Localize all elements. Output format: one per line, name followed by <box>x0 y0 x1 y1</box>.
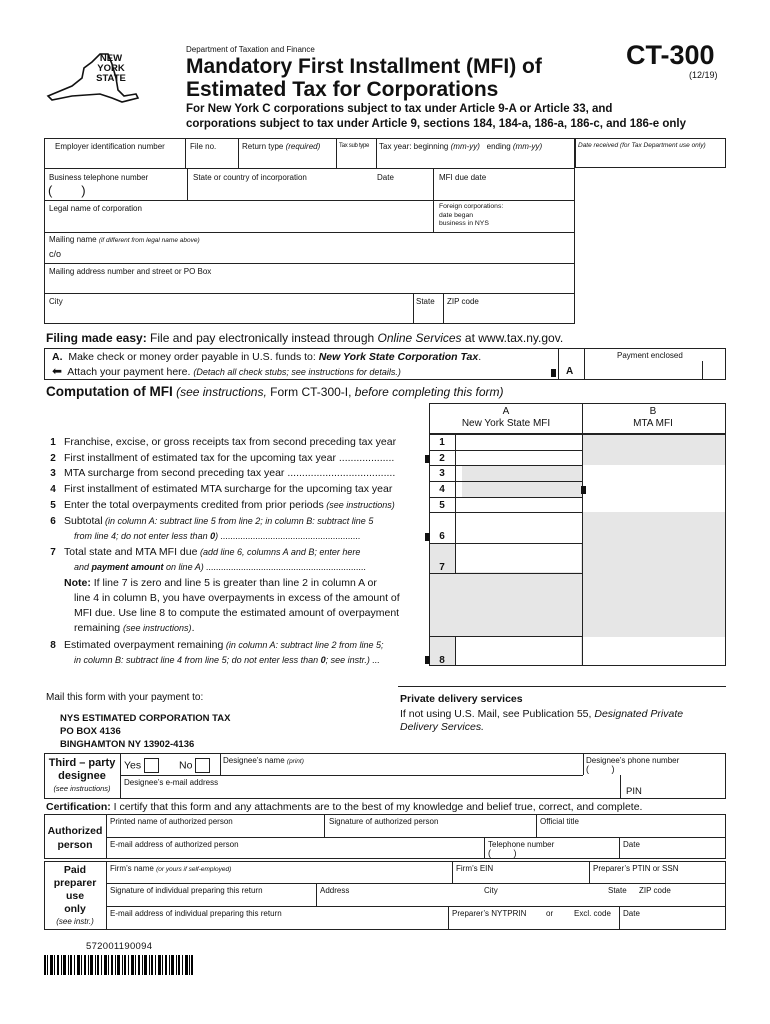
designee-phone-label: Designee’s phone number <box>586 756 680 765</box>
barcode <box>44 955 194 975</box>
mailing-name-field[interactable] <box>64 246 573 262</box>
form-number: CT-300 <box>626 40 715 70</box>
auth-signature-label: Signature of authorized person <box>329 817 439 826</box>
designee-name-label: Designee’s name (print) <box>223 756 304 765</box>
preparer-nytprin-field[interactable] <box>450 918 542 929</box>
return-type-label: Return type (required) <box>242 142 321 151</box>
ein-label: Employer identification number <box>55 142 165 151</box>
line-5-column-b-input[interactable] <box>583 498 725 511</box>
line-1-box-number: 1 <box>439 437 445 448</box>
auth-date-label: Date <box>623 840 640 849</box>
foreign-corp-date-field[interactable] <box>500 202 573 231</box>
preparer-date-label: Date <box>623 909 640 918</box>
line-1-column-a-input[interactable] <box>457 435 581 449</box>
zip-field[interactable] <box>445 307 573 323</box>
private-delivery-title: Private delivery services <box>400 693 523 705</box>
nys-logo <box>42 48 142 106</box>
column-b-header <box>597 406 709 430</box>
payment-enclosed-label: Payment enclosed <box>617 351 683 360</box>
file-no-label: File no. <box>190 142 217 151</box>
barcode-icon <box>44 955 194 975</box>
co-label: c/o <box>49 249 62 259</box>
designee-yes-option[interactable]: Yes <box>124 758 159 773</box>
third-party-title: Third – party designee <box>48 757 116 782</box>
line-7-box-number: 7 <box>439 562 445 573</box>
preparer-ptin-label: Preparer’s PTIN or SSN <box>593 864 679 873</box>
nys-logo-text: NEW YORK STATE <box>96 53 126 84</box>
state-field[interactable] <box>414 307 442 323</box>
preparer-ptin-field[interactable] <box>591 873 724 882</box>
line-3-column-b-input[interactable] <box>583 466 725 480</box>
designee-no-option[interactable]: No <box>179 758 210 773</box>
form-title-line1: Mandatory First Installment (MFI) of <box>186 55 542 78</box>
line-4-box-number: 4 <box>439 484 445 495</box>
line-6-column-a-input[interactable] <box>457 513 581 542</box>
preparer-or-label: or <box>546 909 554 918</box>
private-delivery-text: If not using U.S. Mail, see Publication 55, Designated Private <box>400 708 684 720</box>
legal-name-field[interactable] <box>45 214 431 231</box>
yes-checkbox[interactable] <box>144 758 159 773</box>
auth-printed-name-field[interactable] <box>108 826 322 836</box>
preparer-city-label: City <box>484 886 498 895</box>
line-2-column-a-input[interactable] <box>457 451 581 464</box>
auth-telephone-field[interactable]: ( ) <box>488 848 517 858</box>
return-type-field[interactable] <box>239 152 335 167</box>
paid-preparer-note: (see instr.) <box>56 917 94 926</box>
line-8-text-cont: in column B: subtract line 4 from line 5; do not enter less than 0; see instr.) ... <box>74 655 380 665</box>
column-a-name: New York State MFI <box>461 418 551 429</box>
line-5-box-number: 5 <box>439 500 445 511</box>
line-6-box-number: 6 <box>439 531 445 542</box>
authorized-person-title: Authorized person <box>47 825 103 851</box>
date-received-label: Date received (for Tax Department use only) <box>578 142 706 149</box>
line-7-column-a-input[interactable] <box>457 544 581 572</box>
business-phone-label: Business telephone number <box>49 173 149 182</box>
city-label: City <box>49 297 63 306</box>
third-party-note: (see instructions) <box>53 784 111 793</box>
file-no-field[interactable] <box>186 152 237 167</box>
state-label: State <box>416 297 435 306</box>
mfi-due-date-field[interactable] <box>434 183 574 199</box>
computation-title: Computation of MFI (see instructions, Form CT-300-I, before completing this form) <box>46 384 504 399</box>
mail-address-line3: BINGHAMTON NY 13902-4136 <box>60 739 195 750</box>
auth-signature-field[interactable] <box>326 826 534 836</box>
date-label: Date <box>377 173 394 182</box>
designee-phone-field[interactable]: ( ) <box>586 764 615 774</box>
auth-email-label: E-mail address of authorized person <box>110 840 239 849</box>
line-1-column-b-shaded <box>583 435 725 449</box>
line-a-text: A. Make check or money order payable in U.S. funds to: New York State Corporation Tax. <box>52 351 482 363</box>
no-checkbox[interactable] <box>195 758 210 773</box>
column-a-letter: A <box>502 406 510 417</box>
auth-telephone-label: Telephone number <box>488 840 555 849</box>
note-line-2: line 4 in column B, you have overpayments in excess of the amount of <box>74 592 400 604</box>
mailing-name-label: Mailing name (if different from legal name above) <box>49 235 200 244</box>
incorporation-date-field[interactable] <box>370 183 432 199</box>
note-line-3: MFI due. Use line 8 to compute the estimated amount of overpayment <box>74 607 400 619</box>
pin-label: PIN <box>626 786 642 797</box>
auth-official-title-label: Official title <box>540 817 579 826</box>
firm-ein-field[interactable] <box>454 873 587 882</box>
line-3-box-number: 3 <box>439 468 445 479</box>
preparer-nytprin-label: Preparer’s NYTPRIN <box>452 909 527 918</box>
line-2-text: First installment of estimated tax for the upcoming tax year ................... <box>64 452 395 464</box>
mailing-address-label: Mailing address number and street or PO Box <box>49 267 212 276</box>
tax-sub-type-label: Tax sub type <box>339 143 370 149</box>
column-b-name: MTA MFI <box>633 418 673 429</box>
preparer-state-label: State <box>608 886 627 895</box>
form-title-line2: Estimated Tax for Corporations <box>186 78 499 101</box>
mfi-due-date-label: MFI due date <box>439 173 487 182</box>
filing-made-easy: Filing made easy: File and pay electronically instead through Online Services at www.tax.ny.gov. <box>46 331 564 345</box>
subtitle-line1: For New York C corporations subject to tax under Article 9-A or Article 33, and <box>186 103 613 115</box>
state-incorporation-field[interactable] <box>188 183 368 199</box>
preparer-email-field[interactable] <box>108 918 446 929</box>
line-2-number: 2 <box>50 453 56 464</box>
preparer-excl-code-field[interactable] <box>572 918 617 929</box>
preparer-signature-field[interactable] <box>108 895 314 905</box>
line-8-column-a-input[interactable] <box>457 638 581 665</box>
line-7-number: 7 <box>50 547 56 558</box>
preparer-date-field[interactable] <box>621 918 724 929</box>
tax-year-label: Tax year: beginning (mm-yy) ending (mm-yy) <box>379 142 543 151</box>
line-8-box-number: 8 <box>439 655 445 666</box>
subtitle-line2: corporations subject to tax under Article 9, sections 184, 184-a, 186-a, 186-c, and 186-e only <box>186 118 687 130</box>
tax-year-begin-field[interactable] <box>380 152 475 167</box>
arrow-left-icon: ⬅ <box>52 364 63 378</box>
ein-field[interactable] <box>45 152 184 167</box>
line-2-box-number: 2 <box>439 453 445 464</box>
mail-address-line1: NYS ESTIMATED CORPORATION TAX <box>60 713 231 724</box>
auth-official-title-field[interactable] <box>538 826 724 836</box>
line-1-text: Franchise, excise, or gross receipts tax from second preceding tax year <box>64 436 397 448</box>
line-4-column-b-input[interactable] <box>583 482 725 496</box>
line-8-column-b-input[interactable] <box>583 638 725 665</box>
line-8-text: Estimated overpayment remaining (in column A: subtract line 2 from line 5; <box>64 639 384 651</box>
line-3-number: 3 <box>50 468 56 479</box>
line-3-text: MTA surcharge from second preceding tax year ..................................... <box>64 467 396 479</box>
column-b-letter: B <box>649 406 657 417</box>
mailing-address-field[interactable] <box>45 277 573 292</box>
mail-intro: Mail this form with your payment to: <box>46 692 204 703</box>
city-field[interactable] <box>45 307 411 323</box>
firm-name-label: Firm’s name (or yours if self-employed) <box>110 864 232 873</box>
designee-name-field[interactable] <box>222 765 581 774</box>
tax-year-end-field[interactable] <box>478 152 573 167</box>
line-6-text-cont: from line 4; do not enter less than 0) ........................................................ <box>74 531 361 541</box>
payment-enclosed-field[interactable] <box>586 361 703 379</box>
auth-email-field[interactable] <box>108 849 482 858</box>
line-5-number: 5 <box>50 500 56 511</box>
preparer-state-field[interactable] <box>606 895 634 905</box>
mail-address-line2: PO BOX 4136 <box>60 726 121 737</box>
line-4-number: 4 <box>50 484 56 495</box>
auth-printed-name-label: Printed name of authorized person <box>110 817 233 826</box>
foreign-corp-label: Foreign corporations: date began business in NYS <box>439 203 504 227</box>
line-6-number: 6 <box>50 516 56 527</box>
line-5-column-a-input[interactable] <box>457 498 581 511</box>
line-8-number: 8 <box>50 640 56 651</box>
tax-sub-type-field[interactable] <box>337 152 375 167</box>
paid-preparer-title: Paid preparer use only <box>53 864 97 915</box>
line-7-text: Total state and MTA MFI due (add line 6, columns A and B; enter here <box>64 546 361 558</box>
certification-text: Certification: I certify that this form and any attachments are to the best of my knowledge and belief true, correct, and complete. <box>46 801 643 813</box>
line-4-text: First installment of estimated MTA surcharge for the upcoming tax year <box>64 483 393 495</box>
preparer-address-label: Address <box>320 886 350 895</box>
line-7-text-cont: and payment amount on line A) ................................................................ <box>74 562 367 572</box>
note-line-4: remaining (see instructions). <box>74 622 195 634</box>
firm-name-field[interactable] <box>108 873 450 882</box>
line-6-text: Subtotal (in column A: subtract line 5 from line 2; in column B: subtract line 5 <box>64 515 374 527</box>
attach-payment-text: ⬅ Attach your payment here. (Detach all check stubs; see instructions for details.) <box>52 364 401 378</box>
designee-email-label: Designee’s e-mail address <box>124 778 219 787</box>
preparer-email-label: E-mail address of individual preparing this return <box>110 909 282 918</box>
state-incorporation-label: State or country of incorporation <box>193 173 307 182</box>
preparer-city-field[interactable] <box>482 895 602 905</box>
business-phone-field[interactable]: ( ) <box>48 183 86 198</box>
auth-date-field[interactable] <box>621 849 724 858</box>
preparer-excl-code-label: Excl. code <box>574 909 611 918</box>
designee-email-field[interactable] <box>122 787 618 798</box>
legal-name-label: Legal name of corporation <box>49 204 142 213</box>
department-name: Department of Taxation and Finance <box>186 45 315 54</box>
firm-ein-label: Firm’s EIN <box>456 864 494 873</box>
line-1-number: 1 <box>50 437 56 448</box>
line-5-text: Enter the total overpayments credited from prior periods (see instructions) <box>64 499 395 511</box>
form-revision: (12/19) <box>689 70 718 80</box>
preparer-address-field[interactable] <box>318 895 478 905</box>
line-a-box-label: A <box>566 366 574 377</box>
zip-label: ZIP code <box>447 297 479 306</box>
column-a-header <box>450 406 562 430</box>
preparer-zip-label: ZIP code <box>639 886 671 895</box>
pin-field[interactable] <box>645 783 724 798</box>
private-delivery-text-cont: Delivery Services. <box>400 721 485 733</box>
preparer-signature-label: Signature of individual preparing this return <box>110 886 263 895</box>
preparer-zip-field[interactable] <box>637 895 724 905</box>
note-line-1: Note: If line 7 is zero and line 5 is greater than line 2 in column A or <box>64 577 377 589</box>
barcode-number: 572001190094 <box>86 941 153 952</box>
